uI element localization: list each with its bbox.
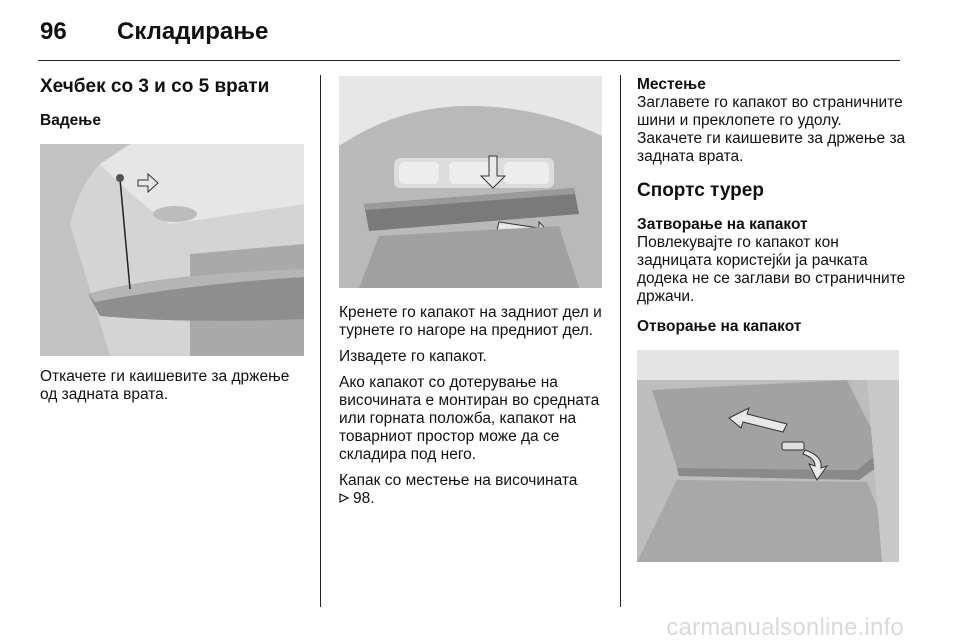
paragraph-lift-cover: Кренете го капакот на задниот дел и турнете го нагоре на предниот дел.: [339, 304, 602, 339]
section-title: Складирање: [117, 18, 269, 45]
paragraph-installation: Заглавете го капакот во страничните шини и преклопете го удолу. Закачете ги каишевите за држење за задната врата.: [637, 94, 906, 165]
paragraph-remove-cover: Извадете го капакот.: [339, 348, 487, 365]
reference-text: Капак со местење на височината: [339, 472, 578, 489]
column-1: [40, 76, 305, 412]
heading-close-cover: Затворање на капакот: [637, 216, 808, 233]
caption-strap-detach: Откачете ги каишевите за држење од задната врата.: [40, 368, 290, 403]
heading-sports-tourer: Спортс турер: [637, 180, 764, 201]
paragraph-store-cover: Ако капакот со дотерување на височината е монтиран во средната или горната положба, капакот на товарниот простор може да се складира под него.: [339, 374, 600, 463]
page-reference-icon: [339, 490, 349, 500]
column-divider: [320, 75, 321, 607]
page-number: 96: [40, 18, 67, 45]
column-2: [339, 76, 604, 516]
heading-removal: Вадење: [40, 112, 101, 129]
heading-installation: Местење: [637, 76, 706, 93]
paragraph-reference: [339, 472, 604, 508]
figure-cover-lift: [339, 76, 602, 288]
header-rule: [38, 60, 900, 61]
figure-strap-detach: [40, 144, 304, 356]
column-3: [637, 76, 907, 562]
paragraph-close-cover: Повлекувајте го капакот кон задницата користејќи ја рачката додека не се заглави во страничните држачи.: [637, 234, 906, 305]
reference-page-link[interactable]: 98.: [353, 490, 375, 507]
watermark: carmanualsonline.info: [666, 614, 904, 641]
heading-open-cover: Отворање на капакот: [637, 318, 802, 335]
column-divider: [620, 75, 621, 607]
figure-cover-open: [637, 350, 899, 562]
heading-hatchback: Хечбек со 3 и со 5 врати: [40, 76, 270, 97]
